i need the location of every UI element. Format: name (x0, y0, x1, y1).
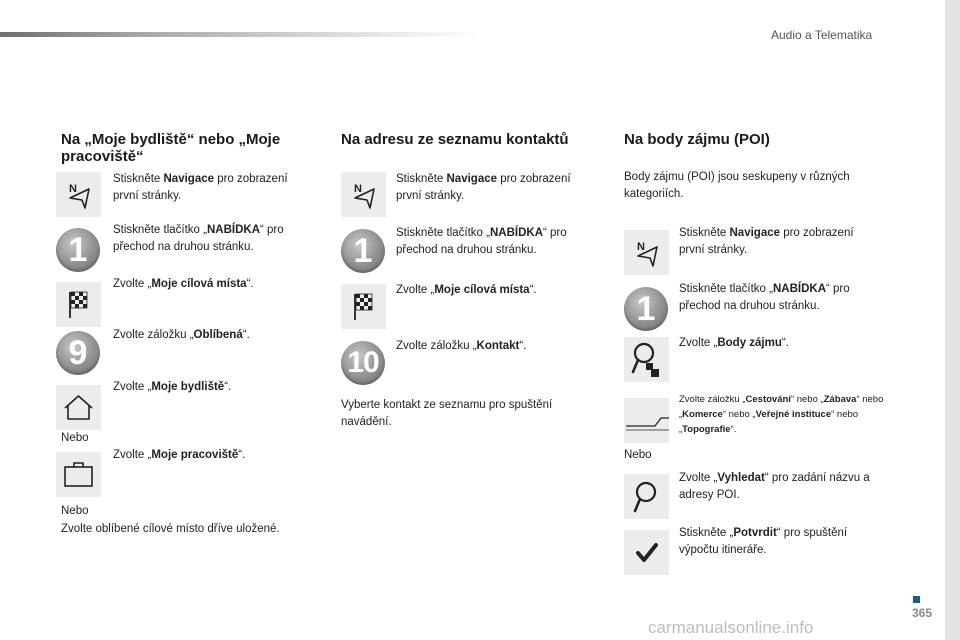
or-label: Nebo (61, 505, 89, 517)
col1-step-home: Zvolte „Moje bydliště“. (113, 381, 232, 393)
col3-heading: Na body zájmu (POI) (624, 131, 770, 148)
home-icon[interactable] (56, 385, 101, 430)
page-edge-bar (945, 0, 960, 640)
col3-intro: Body zájmu (POI) jsou seskupeny v různých kategoriích. (624, 171, 850, 200)
svg-text:N: N (354, 183, 362, 195)
or-label: Nebo (61, 432, 89, 444)
confirm-check-icon[interactable] (624, 530, 669, 575)
col2-step-navigation: Stiskněte Navigace pro zobrazení první stránky. (396, 173, 571, 202)
search-icon[interactable] (624, 474, 669, 519)
poi-search-icon[interactable] (624, 337, 669, 382)
step-badge: 10 (341, 341, 385, 385)
col3-step-navigation: Stiskněte Navigace pro zobrazení první stránky. (679, 227, 854, 256)
or-label: Nebo (624, 449, 652, 461)
col2-final-note: Vyberte kontakt ze seznamu pro spuštění navádění. (341, 399, 553, 428)
watermark: carmanualsonline.info (648, 618, 814, 637)
page-marker (913, 596, 920, 603)
col1-step-work: Zvolte „Moje pracoviště“. (113, 449, 246, 461)
page-number: 365 (912, 606, 933, 620)
navigation-icon[interactable] (56, 172, 101, 217)
col3-step-menu: Stiskněte tlačítko „NABÍDKA“ pro přechod na druhou stránku. (679, 283, 850, 312)
col2-step-menu: Stiskněte tlačítko „NABÍDKA“ pro přechod na druhou stránku. (396, 227, 567, 256)
col2-step-destinations: Zvolte „Moje cílová místa“. (396, 284, 537, 296)
col1-heading: Na „Moje bydliště“ nebo „Moje pracoviště“ (61, 131, 281, 165)
navigation-icon[interactable] (624, 230, 669, 275)
svg-text:N: N (637, 241, 645, 253)
step-badge: 1 (341, 229, 385, 273)
col3-step-categories: Zvolte záložku „Cestování“ nebo „Zábava“ nebo „Komerce“ nebo „Veřejné instituce“ nebo „Topografie“. (679, 394, 884, 435)
col3-step-search: Zvolte „Vyhledat“ pro zadání názvu a adresy POI. (679, 472, 870, 501)
briefcase-icon[interactable] (56, 452, 101, 497)
col1-step-menu: Stiskněte tlačítko „NABÍDKA“ pro přechod na druhou stránku. (113, 224, 284, 253)
checkered-flag-icon[interactable] (341, 284, 386, 329)
step-badge: 9 (56, 331, 100, 375)
col1-step-favorites: Zvolte záložku „Oblíbená“. (113, 329, 250, 341)
col1-step-navigation: Stiskněte Navigace pro zobrazení první stránky. (113, 173, 288, 202)
checkered-flag-icon[interactable] (56, 282, 101, 327)
header-gradient-bar (0, 32, 480, 37)
section-title: Audio a Telematika (771, 28, 873, 42)
svg-text:N: N (69, 183, 77, 195)
navigation-icon[interactable] (341, 172, 386, 217)
col3-step-poi: Zvolte „Body zájmu“. (679, 337, 789, 349)
col1-step-destinations: Zvolte „Moje cílová místa“. (113, 278, 254, 290)
step-badge: 1 (624, 287, 668, 331)
col3-step-confirm: Stiskněte „Potvrdit“ pro spuštění výpočtu itineráře. (679, 527, 848, 556)
col2-heading: Na adresu ze seznamu kontaktů (341, 131, 569, 148)
col2-step-contacts: Zvolte záložku „Kontakt“. (396, 340, 527, 352)
col1-final-note: Zvolte oblíbené cílové místo dříve uložené. (61, 523, 280, 535)
step-badge: 1 (56, 228, 100, 272)
category-tab-icon[interactable] (624, 398, 669, 443)
